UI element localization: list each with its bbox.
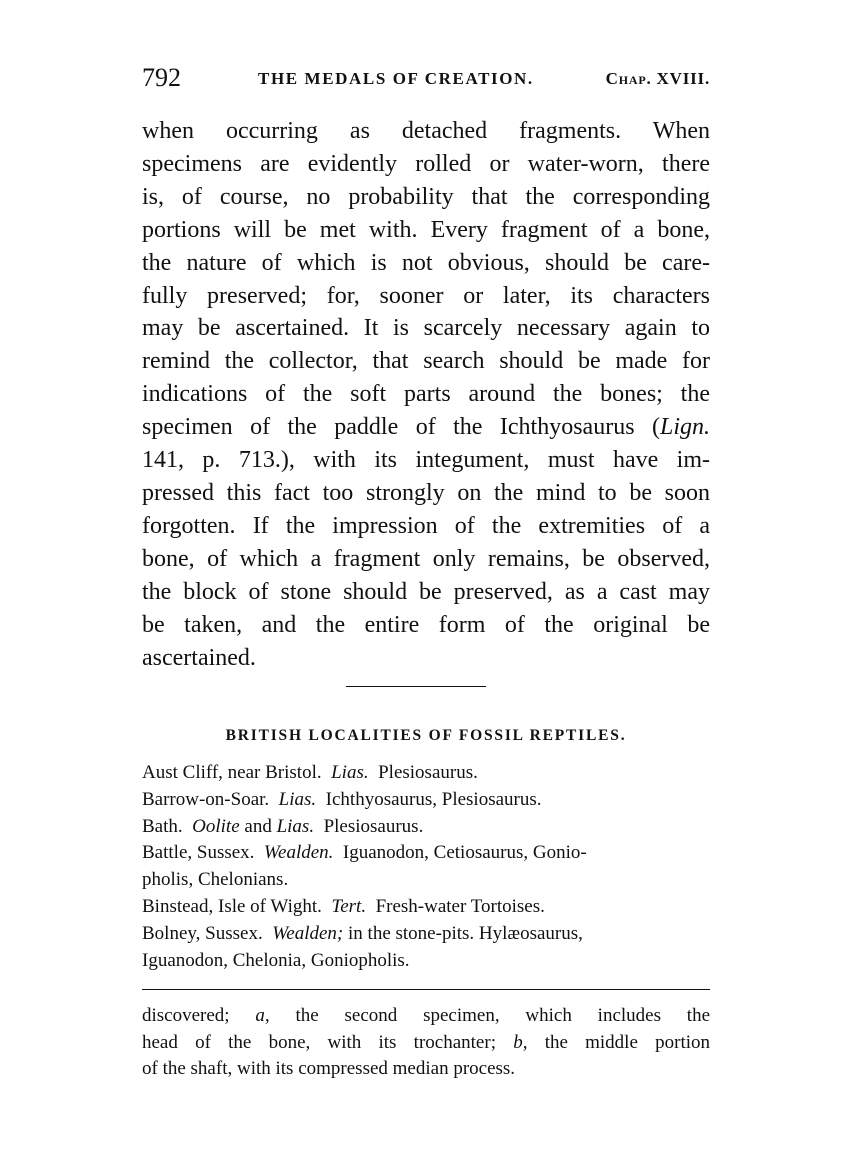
footnote-line: [142, 1030, 710, 1057]
section-heading: BRITISH LOCALITIES OF FOSSIL REPTILES.: [225, 727, 627, 744]
locality-entry: [142, 814, 710, 841]
locality-formation-joiner: and: [244, 815, 272, 837]
body-line: bone, of which a fragment only remains, be observed,: [142, 545, 710, 572]
locality-formation: Oolite: [192, 815, 240, 837]
locality-entry: [142, 894, 710, 921]
locality-place: Aust Cliff, near Bristol.: [142, 762, 322, 783]
footnote-divider: [142, 989, 710, 990]
body-line: specimens are evidently rolled or water-worn, there: [142, 150, 710, 177]
page-number: 792: [142, 63, 181, 92]
body-line: portions will be met with. Every fragment of a bone,: [142, 216, 710, 243]
body-line: the nature of which is not obvious, should be care-: [142, 249, 710, 276]
locality-line: [142, 814, 710, 841]
body-paragraph: [142, 115, 710, 674]
locality-entry: [142, 787, 710, 814]
footnote-label-a: a,: [255, 1005, 270, 1026]
locality-line: [142, 894, 710, 921]
locality-formation: Tert.: [331, 895, 367, 917]
locality-fossils: Iguanodon, Cetiosaurus, Gonio-: [342, 842, 587, 864]
locality-place: Binstead, Isle of Wight.: [142, 895, 322, 917]
footnote-label-b: b,: [513, 1031, 528, 1053]
locality-continuation: Iguanodon, Chelonia, Goniopholis.: [142, 949, 410, 971]
locality-fossils: Ichthyosaurus, Plesiosaurus.: [325, 788, 542, 810]
chapter-label: Chap. XVIII.: [605, 69, 710, 88]
locality-formation: Lias.: [278, 788, 317, 810]
footnote-text: the middle portion: [544, 1031, 711, 1053]
footnote-line: of the shaft, with its compressed median process.: [142, 1058, 516, 1079]
locality-entry: [142, 760, 710, 787]
body-line: the block of stone should be preserved, as a cast may: [142, 578, 710, 605]
locality-line: [142, 840, 710, 867]
locality-entry: [142, 921, 710, 975]
locality-formation: Wealden.: [263, 842, 334, 864]
body-line: remind the collector, that search should be made for: [142, 348, 710, 375]
footnote-text: discovered;: [142, 1005, 230, 1026]
lign-reference: Lign.: [659, 414, 710, 441]
locality-entry: [142, 840, 710, 894]
locality-line: [142, 921, 710, 948]
locality-fossils: Fresh-water Tortoises.: [375, 895, 545, 917]
locality-formation: Lias.: [331, 762, 369, 783]
footnote-text: the second specimen, which includes the: [295, 1005, 711, 1026]
locality-fossils: Plesiosaurus.: [323, 815, 424, 837]
body-line: pressed this fact too strongly on the mind to be soon: [142, 479, 710, 506]
locality-place: Bolney, Sussex.: [142, 922, 263, 944]
body-line: indications of the soft parts around the bones; the: [142, 381, 710, 408]
locality-place: Battle, Sussex.: [142, 842, 255, 864]
running-head: [142, 62, 710, 94]
locality-fossils: in the stone-pits. Hylæosaurus,: [348, 922, 583, 944]
footnote-line: [142, 1003, 710, 1030]
body-line: when occurring as detached fragments. When: [142, 118, 710, 144]
body-line: may be ascertained. It is scarcely necessary again to: [142, 315, 710, 342]
body-line: is, of course, no probability that the corresponding: [142, 183, 710, 210]
body-line: forgotten. If the impression of the extremities of a: [142, 512, 710, 539]
running-title: THE MEDALS OF CREATION.: [258, 69, 534, 88]
locality-line: [142, 760, 710, 787]
locality-formation: Wealden;: [272, 922, 344, 944]
locality-continuation: pholis, Chelonians.: [142, 869, 289, 891]
locality-place: Bath.: [142, 815, 183, 837]
localities-list: [142, 760, 710, 974]
footnote: [142, 1003, 710, 1083]
locality-fossils: Plesiosaurus.: [378, 762, 478, 783]
locality-line: [142, 787, 710, 814]
body-line: [142, 411, 710, 444]
section-divider: [346, 686, 486, 687]
body-line: fully preserved; for, sooner or later, its characters: [142, 282, 710, 309]
body-line-text: specimen of the paddle of the Ichthyosaurus (: [142, 414, 660, 441]
body-line: be taken, and the entire form of the original be: [142, 611, 710, 638]
locality-place: Barrow-on-Soar.: [142, 788, 270, 810]
body-line: 141, p. 713.), with its integument, must have im-: [142, 447, 710, 474]
footnote-text: head of the bone, with its trochanter;: [142, 1031, 496, 1053]
locality-formation: Lias.: [276, 815, 315, 837]
body-line: ascertained.: [142, 644, 256, 671]
